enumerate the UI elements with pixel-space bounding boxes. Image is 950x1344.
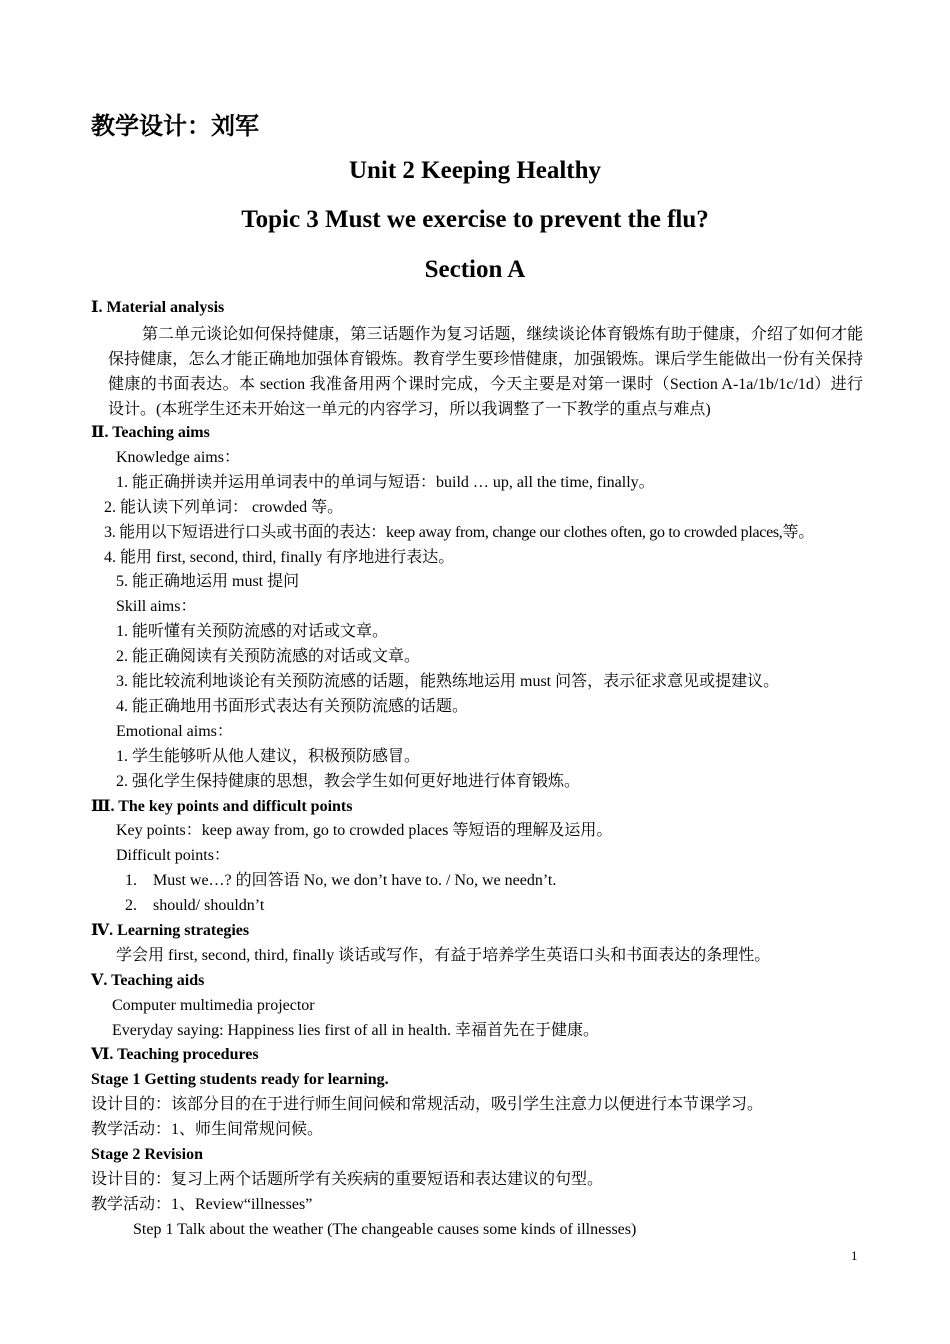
teaching-aims-heading: Ⅱ. Teaching aims: [91, 424, 210, 441]
page-number: 1: [851, 1248, 858, 1263]
skill-aim-3: 3. 能比较流利地谈论有关预防流感的话题，能熟练地运用 must 问答，表示征求意见或提建议。: [116, 673, 780, 690]
emotional-aim-1: 1. 学生能够听从他人建议，积极预防感冒。: [116, 748, 421, 765]
emotional-aim-2: 2. 强化学生保持健康的思想，教会学生如何更好地进行体育锻炼。: [116, 773, 581, 790]
difficult-point-2-text: should/ shouldn’t: [153, 897, 265, 914]
stage-2-purpose: 设计目的：复习上两个话题所学有关疾病的重要短语和表达建议的句型。: [91, 1171, 604, 1188]
skill-aim-1: 1. 能听懂有关预防流感的对话或文章。: [116, 623, 389, 640]
teaching-procedures-heading: Ⅵ. Teaching procedures: [91, 1046, 259, 1063]
stage-1-purpose: 设计目的：该部分目的在于进行师生间问候和常规活动，吸引学生注意力以便进行本节课学习。: [91, 1096, 764, 1113]
teaching-aid-2: Everyday saying: Happiness lies first of all in health. 幸福首先在于健康。: [112, 1022, 600, 1039]
difficult-point-2: [125, 896, 264, 916]
topic-title: Topic 3 Must we exercise to prevent the flu?: [241, 206, 709, 233]
difficult-point-1-text: Must we…? 的回答语 No, we don’t have to. / No, we needn’t.: [153, 872, 557, 889]
key-points-text: Key points：keep away from, go to crowded places 等短语的理解及运用。: [116, 822, 613, 839]
teaching-aid-1: Computer multimedia projector: [112, 997, 315, 1014]
section-title: Section A: [424, 256, 526, 283]
difficult-points-label: Difficult points：: [116, 847, 230, 864]
list-number: 2.: [125, 897, 137, 914]
skill-aim-4: 4. 能正确地用书面形式表达有关预防流感的话题。: [116, 698, 469, 715]
list-number: 1.: [125, 872, 137, 889]
step-1-text: Step 1 Talk about the weather (The changeable causes some kinds of illnesses): [133, 1221, 637, 1238]
difficult-point-1: [125, 871, 556, 891]
knowledge-aim-2: 2. 能认读下列单词： crowded 等。: [104, 499, 344, 516]
knowledge-aim-1: 1. 能正确拼读并运用单词表中的单词与短语：build … up, all the time, finally。: [116, 474, 655, 491]
author-line: 教学设计：刘军: [91, 112, 259, 140]
stage-1-activity: 教学活动：1、师生间常规问候。: [91, 1121, 324, 1138]
skill-aim-2: 2. 能正确阅读有关预防流感的对话或文章。: [116, 648, 421, 665]
unit-title: Unit 2 Keeping Healthy: [348, 157, 602, 184]
knowledge-aims-label: Knowledge aims：: [116, 449, 240, 466]
material-analysis-paragraph: 第二单元谈论如何保持健康，第三话题作为复习话题，继续谈论体育锻炼有助于健康，介绍了如何才能保持健康，怎么才能正确地加强体育锻炼。教育学生要珍惜健康，加强锻炼。课后学生能做出一份有关保持健康的书面表达。本 section 我准备用两个课时完成，今天主要是对第一课时（Section A-1a/1b/1c/1d）进行设计。(本班学生还未开始这一单元的内容学习，所以我调整了一下教学的重点与难点): [108, 326, 863, 418]
skill-aims-label: Skill aims：: [116, 598, 197, 615]
knowledge-aim-4: 4. 能用 first, second, third, finally 有序地进行表达。: [104, 549, 455, 566]
stage-2-activity: 教学活动：1、Review“illnesses”: [91, 1196, 313, 1213]
teaching-aids-heading: Ⅴ. Teaching aids: [91, 972, 205, 989]
learning-strategies-heading: Ⅳ. Learning strategies: [91, 922, 250, 939]
learning-strategies-text: 学会用 first, second, third, finally 谈话或写作，有益于培养学生英语口头和书面表达的条理性。: [116, 947, 771, 964]
material-analysis-heading: Ⅰ. Material analysis: [91, 299, 225, 316]
stage-2-heading: Stage 2 Revision: [91, 1146, 203, 1163]
key-points-heading: Ⅲ. The key points and difficult points: [91, 798, 353, 815]
emotional-aims-label: Emotional aims：: [116, 723, 233, 740]
stage-1-heading: Stage 1 Getting students ready for learning.: [91, 1071, 389, 1088]
knowledge-aim-3: 3. 能用以下短语进行口头或书面的表达：keep away from, change our clothes often, go to crowded places,等。: [104, 524, 814, 541]
knowledge-aim-5: 5. 能正确地运用 must 提问: [116, 573, 300, 590]
